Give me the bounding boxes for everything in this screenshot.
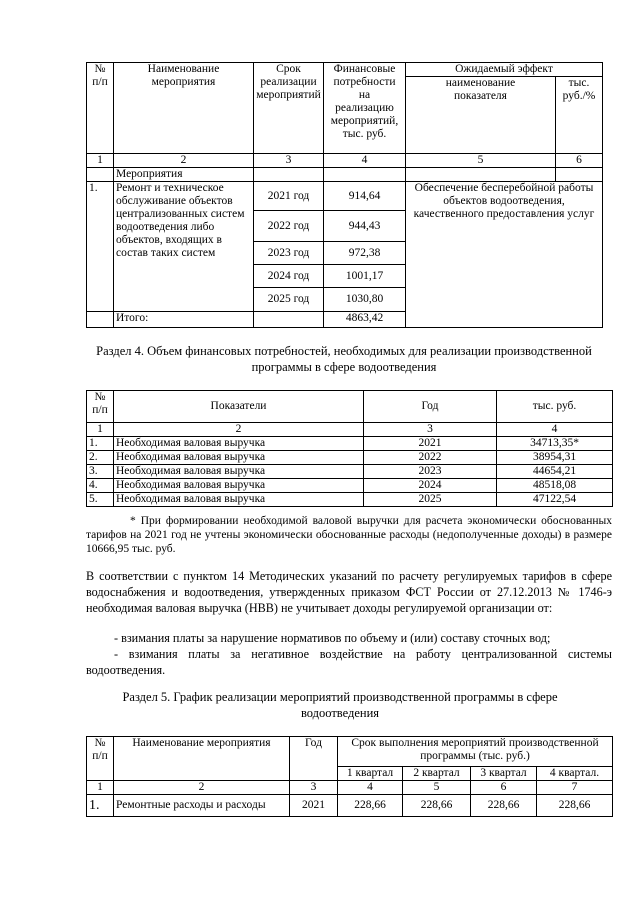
t3-colnum: 7 xyxy=(537,781,613,795)
t2-value: 47122,54 xyxy=(497,493,613,507)
t2-header-value: тыс. руб. xyxy=(497,391,613,423)
t2-num: 3. xyxy=(87,465,114,479)
t3-colnum: 1 xyxy=(87,781,114,795)
t2-value: 38954,31 xyxy=(497,451,613,465)
t1-header-name: Наименование мероприятия xyxy=(114,63,254,154)
nvv-bullet: - взимания платы за негативное воздействие на работу централизованной системы водоотведения. xyxy=(86,647,612,677)
t2-colnum: 2 xyxy=(114,423,364,437)
t1-header-period: Срок реализации мероприятий xyxy=(254,63,324,154)
t1-colnum: 6 xyxy=(556,154,603,168)
t1-item-number: 1. xyxy=(87,182,114,312)
t1-amount-cell: 944,43 xyxy=(324,211,406,242)
t2-num: 2. xyxy=(87,451,114,465)
t1-header-indicator: наименование показателя xyxy=(406,77,556,154)
t1-empty-cell xyxy=(556,168,603,182)
t1-colnum: 5 xyxy=(406,154,556,168)
table-row xyxy=(87,451,613,465)
t1-section-label: Мероприятия xyxy=(114,168,254,182)
table-row xyxy=(87,493,613,507)
t1-amount-cell: 1001,17 xyxy=(324,265,406,288)
t1-empty-cell xyxy=(87,312,114,328)
t3-q3: 228,66 xyxy=(471,795,537,817)
t1-header-effect: Ожидаемый эффект xyxy=(406,63,603,77)
t1-colnum: 4 xyxy=(324,154,406,168)
t2-value: 34713,35* xyxy=(497,437,613,451)
t3-colnum: 4 xyxy=(338,781,403,795)
t3-name: Ремонтные расходы и расходы xyxy=(114,795,290,817)
t2-header-num: № п/п xyxy=(87,391,114,423)
t2-colnum: 4 xyxy=(497,423,613,437)
t2-name: Необходимая валовая выручка xyxy=(114,465,364,479)
t2-name: Необходимая валовая выручка xyxy=(114,479,364,493)
section4-footnote: * При формировании необходимой валовой выручки для расчета экономически обоснованных тарифов на 2021 год не учтены экономически обоснованные расходы (недополученные доходы) в размере 10666,95 тыс. руб. xyxy=(86,515,612,555)
t1-item-name: Ремонт и техническое обслуживание объектов централизованных систем водоотведения либо объектов, входящих в состав таких систем xyxy=(114,182,254,312)
t1-colnum: 3 xyxy=(254,154,324,168)
t2-value: 48518,08 xyxy=(497,479,613,493)
t1-empty-cell xyxy=(254,168,324,182)
t2-year: 2021 xyxy=(364,437,497,451)
nvv-bullet: - взимания платы за нарушение нормативов по объему и (или) составу сточных вод; xyxy=(114,631,551,645)
t1-empty-cell xyxy=(254,312,324,328)
t1-colnum: 1 xyxy=(87,154,114,168)
t1-year-cell: 2025 год xyxy=(254,288,324,312)
t2-year: 2024 xyxy=(364,479,497,493)
t3-header-q4: 4 квартал. xyxy=(537,767,613,781)
t1-year-cell: 2022 год xyxy=(254,211,324,242)
t1-amount-cell: 914,64 xyxy=(324,182,406,211)
t1-header-finance: Финансовые потребности на реализацию мероприятий, тыс. руб. xyxy=(324,63,406,154)
t2-value: 44654,21 xyxy=(497,465,613,479)
t2-num: 1. xyxy=(87,437,114,451)
table-row xyxy=(87,437,613,451)
t1-amount-cell: 972,38 xyxy=(324,242,406,265)
section5-heading: Раздел 5. График реализации мероприятий производственной программы в сфере водоотведения xyxy=(122,690,558,720)
t3-header-q3: 3 квартал xyxy=(471,767,537,781)
t3-colnum: 5 xyxy=(403,781,471,795)
t3-colnum: 2 xyxy=(114,781,290,795)
t3-header-year: Год xyxy=(290,737,338,781)
t2-colnum: 3 xyxy=(364,423,497,437)
t1-colnum: 2 xyxy=(114,154,254,168)
t3-q4: 228,66 xyxy=(537,795,613,817)
t3-colnum: 3 xyxy=(290,781,338,795)
t3-header-period: Срок выполнения мероприятий производственной программы (тыс. руб.) xyxy=(338,737,613,767)
t1-header-unit: тыс. руб./% xyxy=(556,77,603,154)
t2-year: 2023 xyxy=(364,465,497,479)
t2-name: Необходимая валовая выручка xyxy=(114,437,364,451)
t1-year-cell: 2023 год xyxy=(254,242,324,265)
t2-colnum: 1 xyxy=(87,423,114,437)
t1-year-cell: 2024 год xyxy=(254,265,324,288)
t3-year: 2021 xyxy=(290,795,338,817)
t1-empty-cell xyxy=(87,168,114,182)
schedule-table xyxy=(86,736,613,817)
t2-header-year: Год xyxy=(364,391,497,423)
t1-header-num: № п/п xyxy=(87,63,114,154)
t3-header-q2: 2 квартал xyxy=(403,767,471,781)
t3-header-num: № п/п xyxy=(87,737,114,781)
t2-header-indicator: Показатели xyxy=(114,391,364,423)
t3-header-name: Наименование мероприятия xyxy=(114,737,290,781)
nvv-paragraph: В соответствии с пунктом 14 Методических указаний по расчету регулируемых тарифов в сфере водоснабжения и водоотведения, утвержденных приказом ФСТ России от 27.12.2013 № 1746-э необходимая валовая выручка (НВВ) не учитывает доходы регулируемой организации от: xyxy=(86,569,612,615)
t2-num: 4. xyxy=(87,479,114,493)
t3-num: 1. xyxy=(87,795,114,817)
t1-empty-cell xyxy=(324,168,406,182)
t1-total-value: 4863,42 xyxy=(324,312,406,328)
t3-header-q1: 1 квартал xyxy=(338,767,403,781)
t3-colnum: 6 xyxy=(471,781,537,795)
activities-table xyxy=(86,62,603,328)
t3-q1: 228,66 xyxy=(338,795,403,817)
table-row xyxy=(87,795,613,817)
t2-year: 2022 xyxy=(364,451,497,465)
t1-item-effect: Обеспечение бесперебойной работы объектов водоотведения, качественного предоставления услуг xyxy=(406,182,603,328)
t1-year-cell: 2021 год xyxy=(254,182,324,211)
t2-name: Необходимая валовая выручка xyxy=(114,493,364,507)
t1-empty-cell xyxy=(406,168,556,182)
t2-num: 5. xyxy=(87,493,114,507)
t1-amount-cell: 1030,80 xyxy=(324,288,406,312)
t2-name: Необходимая валовая выручка xyxy=(114,451,364,465)
section4-heading: Раздел 4. Объем финансовых потребностей, необходимых для реализации производственной программы в сфере водоотведения xyxy=(96,344,592,374)
t1-total-label: Итого: xyxy=(114,312,254,328)
t3-q2: 228,66 xyxy=(403,795,471,817)
revenue-table xyxy=(86,390,613,507)
t2-year: 2025 xyxy=(364,493,497,507)
table-row xyxy=(87,465,613,479)
table-row xyxy=(87,479,613,493)
